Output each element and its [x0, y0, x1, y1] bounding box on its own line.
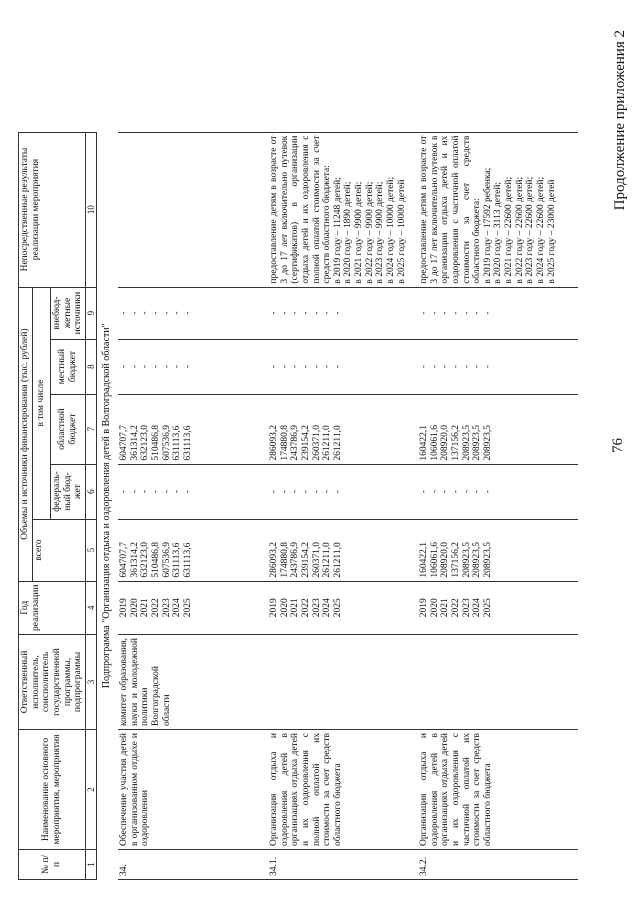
col-federal: федераль-ный бюд-жет [50, 464, 85, 519]
row-federal: - - - - - - - [418, 464, 578, 519]
row-no: 34.1. [268, 850, 418, 880]
num-cell: 7 [85, 394, 96, 464]
row-total: 160422,1 106061,6 208920,0 137156,2 208923,5 208923,5 208923,5 [418, 519, 578, 581]
row-name: Организация отдыха и оздоровления детей в организациях отдыха детей и их оздоровления с полной оплатой их стоимости за счет средств областного бюджета [268, 730, 418, 850]
row-years: 2019 2020 2021 2022 2023 2024 2025 [268, 581, 418, 634]
row-regional: 160422,1 106061,6 208920,0 137156,2 208923,5 208923,5 208923,5 [418, 394, 578, 464]
row-local: - - - - - - - [268, 339, 418, 394]
col-year: Год реализации [19, 581, 86, 634]
row-result-cell [268, 132, 418, 287]
col-no: № п/п [19, 850, 86, 880]
row-years: 2019 2020 2021 2022 2023 2024 2025 [418, 581, 578, 634]
row-extra: - - - - - - - [118, 287, 268, 339]
col-volumes: Объемы и источники финансирования (тыс. рублей) [19, 287, 33, 581]
col-results: Непосредственные результаты реализации мероприятия [19, 132, 86, 287]
col-total: всего [32, 519, 85, 581]
row-result: предоставление детям в возрасте от 3 до 17 лет включительно путевок в организации отдыха детей и их оздоровления с частичной оплатой стоимости за счет средств областного бюджета: [419, 135, 483, 284]
col-resp: Ответственный исполнитель, соисполнитель государственной программы, подпрограммы [19, 635, 86, 730]
row-total: 604707,7 361314,2 632123,0 510486,8 607536,9 631113,6 631113,6 [118, 519, 268, 581]
row-federal: - - - - - - - [118, 464, 268, 519]
row-federal: - - - - - - - [268, 464, 418, 519]
row-years: 2019 2020 2021 2022 2023 2024 2025 [118, 581, 268, 634]
row-extra: - - - - - - - [418, 287, 578, 339]
row-name: Обеспечение участия детей в организованном отдыхе и оздоровлении [118, 730, 268, 850]
row-no: 34.2. [418, 850, 578, 880]
page-number: 76 [610, 438, 626, 453]
row-resp [268, 635, 418, 730]
row-resp: комитет образования, науки и молодежной политики Волгоградской области [118, 635, 268, 730]
col-regional: областной бюджет [50, 394, 85, 464]
num-cell: 5 [85, 519, 96, 581]
num-cell: 10 [85, 132, 96, 287]
row-result-list: в 2019 году – 17592 ребенка; в 2020 году – 3113 детей; в 2021 году – 22600 детей; в 2022 году – 22600 детей; в 2023 году – 22600 детей; в 2024 году – 22600 детей; в 2025 году – 23000 детей [482, 167, 557, 284]
num-cell: 3 [85, 635, 96, 730]
row-result-cell [418, 132, 578, 287]
col-local: местный бюджет [50, 339, 85, 394]
row-no: 34. [118, 850, 268, 880]
num-cell: 6 [85, 464, 96, 519]
row-extra: - - - - - - - [268, 287, 418, 339]
row-name: Организация отдыха и оздоровления детей в организациях отдыха детей и их оздоровления с частичной оплатой их стоимости за счет средств областного бюджета [418, 730, 578, 850]
row-result [118, 132, 268, 287]
num-cell: 8 [85, 339, 96, 394]
num-cell: 2 [85, 730, 96, 850]
col-extra: внебюд-жетные источники [50, 287, 85, 339]
row-total: 286093,2 174880,8 243786,9 239154,2 260371,0 261211,0 261211,0 [268, 519, 418, 581]
col-incl: в том числе [32, 287, 50, 519]
row-local: - - - - - - - [118, 339, 268, 394]
subprogram-title: Подпрограмма "Организация отдыха и оздоровления детей в Волгоградской области" [100, 323, 112, 689]
appendix-label: Продолжение приложения 2 [612, 30, 628, 211]
row-result: предоставление детям в возрасте от 3 до 17 лет включительно путевок (сертификатов) в организации отдыха детей и их оздоровления с полной оплатой стоимости за счет средств областного бюджета: [269, 135, 333, 284]
row-regional: 286093,2 174880,8 243786,9 239154,2 260371,0 261211,0 261211,0 [268, 394, 418, 464]
budget-table [18, 132, 578, 880]
row-result-list: в 2019 году – 11248 детей; в 2020 году – 1890 детей; в 2021 году – 9900 детей; в 2022 году – 9900 детей; в 2023 году – 9900 детей; в 2024 году – 10000 детей; в 2025 году – 10000 детей [332, 176, 407, 284]
num-cell: 1 [85, 850, 96, 880]
row-resp [418, 635, 578, 730]
col-name: Наименование основного мероприятия, мероприятия [19, 730, 86, 850]
row-regional: 604707,7 361314,2 632123,0 510486,8 607536,9 631113,6 631113,6 [118, 394, 268, 464]
num-cell: 9 [85, 287, 96, 339]
row-local: - - - - - - - [418, 339, 578, 394]
num-cell: 4 [85, 581, 96, 634]
